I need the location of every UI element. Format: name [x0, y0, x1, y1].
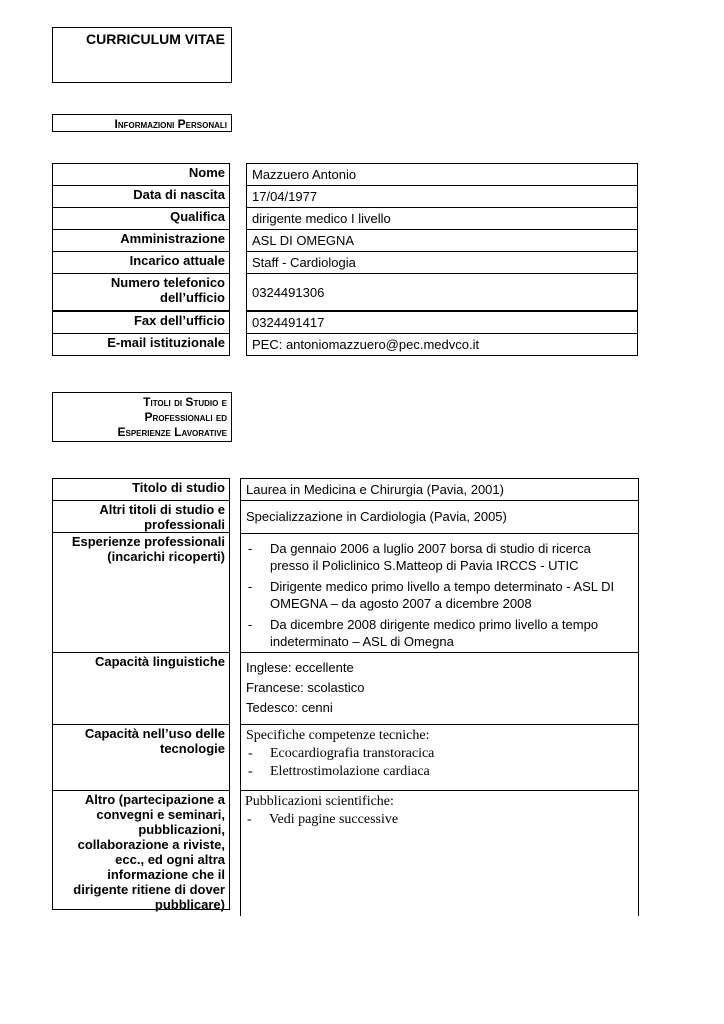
- section-studies-line1: Titoli di Studio e: [143, 395, 227, 409]
- section-studies: [52, 392, 232, 442]
- label-titolo-studio: Titolo di studio: [52, 478, 230, 501]
- tecnologie-list: [246, 745, 633, 781]
- value-fax: 0324491417: [246, 311, 638, 334]
- esperienza-item: - Da dicembre 2008 dirigente medico primo livello a tempo indeterminato – ASL di Omegna: [246, 616, 633, 650]
- lingua-item: Inglese: eccellente: [246, 660, 354, 675]
- label-altri-titoli: Altri titoli di studio e professionali: [52, 500, 230, 533]
- label-esperienze: Esperienze professionali (incarichi ricoperti): [52, 532, 230, 653]
- altro-list: [245, 811, 634, 829]
- value-telefono: 0324491306: [246, 273, 638, 311]
- section-studies-line3: Esperienze Lavorative: [117, 425, 227, 439]
- tecnologia-item: - Elettrostimolazione cardiaca: [246, 763, 633, 781]
- label-qualifica: Qualifica: [52, 207, 230, 230]
- label-incarico: Incarico attuale: [52, 251, 230, 274]
- tecnologie-heading: Specifiche competenze tecniche:: [246, 728, 430, 743]
- tecnologia-item: - Ecocardiografia transtoracica: [246, 745, 633, 763]
- value-data-nascita: 17/04/1977: [246, 185, 638, 208]
- value-email: PEC: antoniomazzuero@pec.medvco.it: [246, 333, 638, 356]
- label-data-nascita: Data di nascita: [52, 185, 230, 208]
- label-nome: Nome: [52, 163, 230, 186]
- value-esperienze: [240, 533, 639, 653]
- label-telefono: Numero telefonico dell’ufficio: [52, 273, 230, 311]
- altro-left-border: [240, 790, 241, 916]
- esperienza-item: - Da gennaio 2006 a luglio 2007 borsa di studio di ricerca presso il Policlinico S.Matteop di Pavia IRCCS - UTIC: [246, 540, 633, 574]
- label-fax: Fax dell’ufficio: [52, 311, 230, 334]
- label-email: E-mail istituzionale: [52, 333, 230, 356]
- esperienze-list: [246, 540, 633, 650]
- value-amministrazione: ASL DI OMEGNA: [246, 229, 638, 252]
- cv-title-box: [52, 27, 232, 83]
- value-incarico: Staff - Cardiologia: [246, 251, 638, 274]
- cv-title: CURRICULUM VITAE: [86, 31, 225, 47]
- label-lingue: Capacità linguistiche: [52, 652, 230, 725]
- esperienza-item: - Dirigente medico primo livello a tempo determinato - ASL DI OMEGNA – da agosto 2007 a dicembre 2008: [246, 578, 633, 612]
- section-studies-line2: Professionali ed: [144, 410, 227, 424]
- value-tecnologie: [240, 724, 639, 791]
- lingua-item: Tedesco: cenni: [246, 700, 333, 715]
- altro-item: - Vedi pagine successive: [245, 811, 634, 829]
- value-altro: [240, 790, 639, 916]
- value-titolo-studio: Laurea in Medicina e Chirurgia (Pavia, 2001): [240, 478, 639, 501]
- label-altro: Altro (partecipazione a convegni e seminari, pubblicazioni, collaborazione a riviste, ecc., ed ogni altra informazione che il dirigente ritiene di dover pubblicare): [52, 790, 230, 910]
- altro-heading: Pubblicazioni scientifiche:: [245, 794, 394, 809]
- value-nome: Mazzuero Antonio: [246, 163, 638, 186]
- label-tecnologie: Capacità nell’uso delle tecnologie: [52, 724, 230, 791]
- section-personal-info: Informazioni Personali: [52, 114, 232, 132]
- altro-right-border: [638, 790, 639, 916]
- lingua-item: Francese: scolastico: [246, 680, 365, 695]
- value-qualifica: dirigente medico I livello: [246, 207, 638, 230]
- label-amministrazione: Amministrazione: [52, 229, 230, 252]
- value-altri-titoli: Specializzazione in Cardiologia (Pavia, 2005): [240, 500, 639, 534]
- value-lingue: [240, 652, 639, 725]
